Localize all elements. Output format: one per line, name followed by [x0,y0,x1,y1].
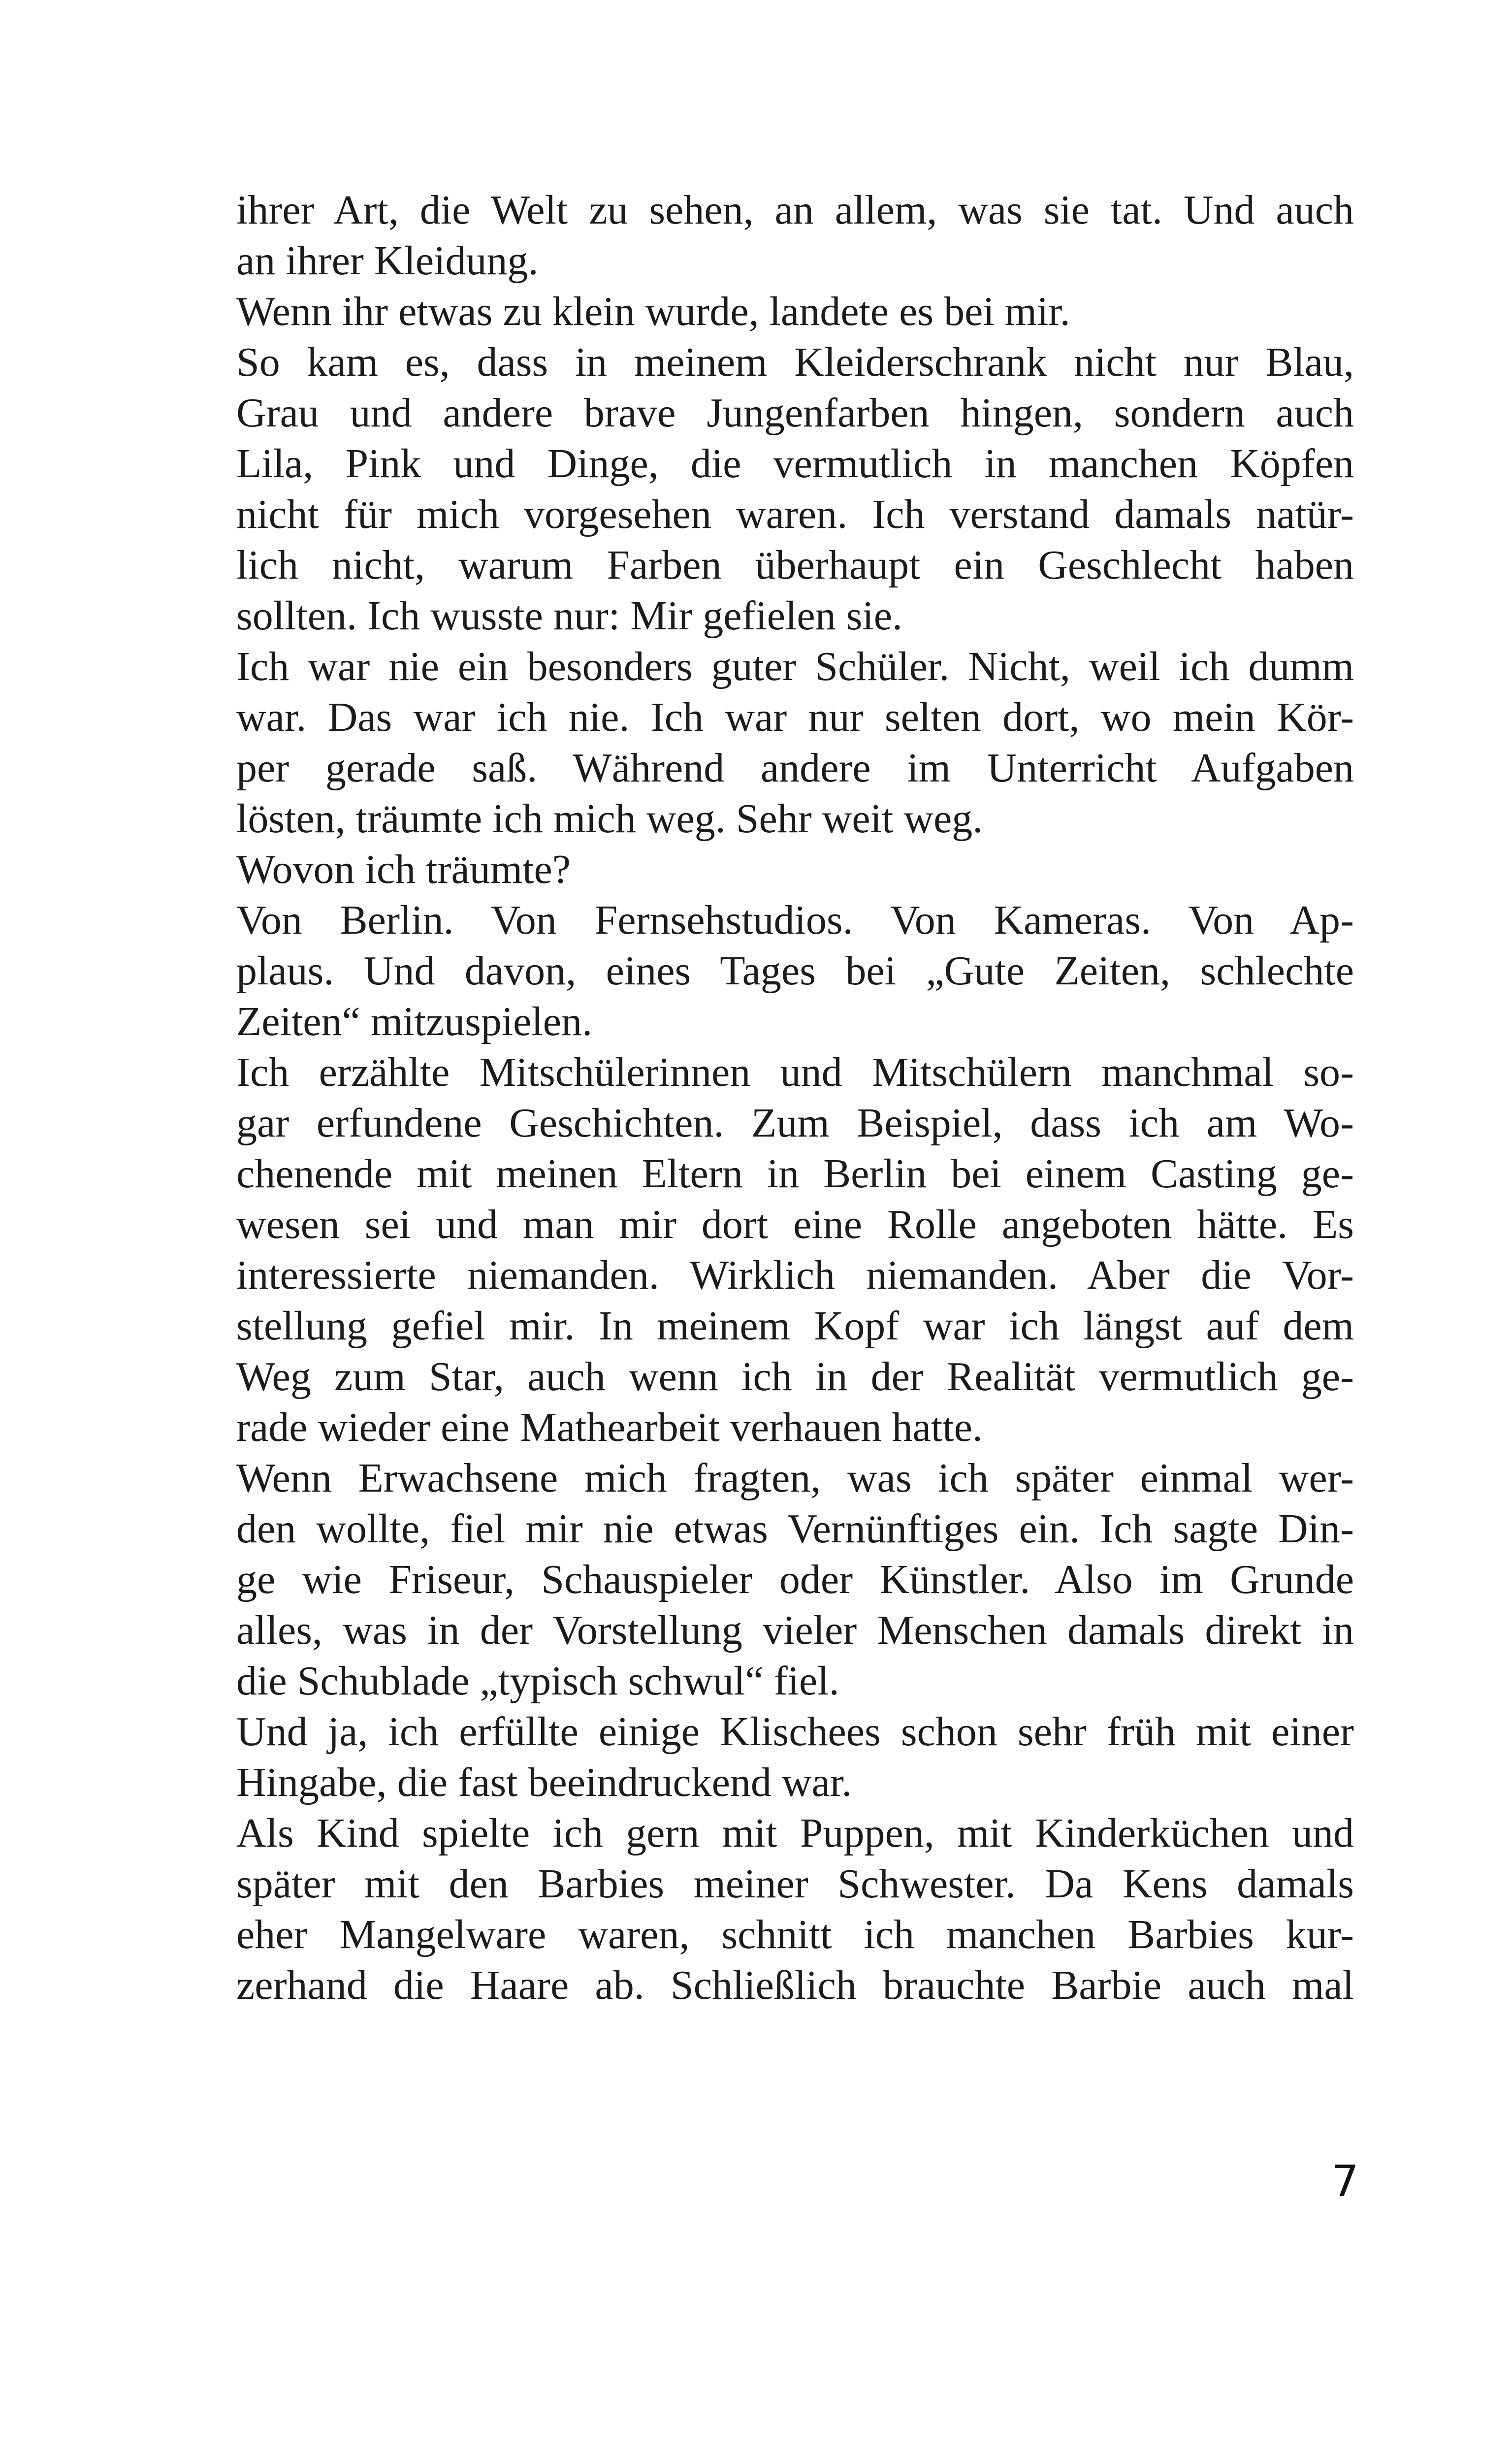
text-line: nicht für mich vorgesehen waren. Ich verstand damals natür- [236,491,1354,537]
text-line: wesen sei und man mir dort eine Rolle angeboten hätte. Es [236,1202,1354,1247]
text-line: Und ja, ich erfüllte einige Klischees schon sehr früh mit einer [236,1709,1354,1755]
text-line: lösten, träumte ich mich weg. Sehr weit weg. [236,796,983,842]
text-line: zerhand die Haare ab. Schließlich brauchte Barbie auch mal [236,1962,1354,2008]
text-line: eher Mangelware waren, schnitt ich manchen Barbies kur- [236,1912,1354,1957]
text-line: den wollte, fiel mir nie etwas Vernünftiges ein. Ich sagte Din- [236,1506,1354,1552]
text-line: gar erfundene Geschichten. Zum Beispiel, dass ich am Wo- [236,1100,1354,1146]
text-line: Lila, Pink und Dinge, die vermutlich in manchen Köpfen [236,441,1354,487]
text-line: per gerade saß. Während andere im Unterricht Aufgaben [236,745,1354,791]
text-line: sollten. Ich wusste nur: Mir gefielen sie. [236,593,903,639]
text-line: alles, was in der Vorstellung vieler Menschen damals direkt in [236,1607,1354,1653]
text-line: die Schublade „typisch schwul“ fiel. [236,1658,839,1704]
text-line: war. Das war ich nie. Ich war nur selten dort, wo mein Kör- [236,694,1354,740]
text-line: Wenn Erwachsene mich fragten, was ich später einmal wer- [236,1455,1354,1501]
text-line: Grau und andere brave Jungenfarben hingen, sondern auch [236,390,1354,436]
text-line: ge wie Friseur, Schauspieler oder Künstler. Also im Grunde [236,1557,1354,1602]
text-line: So kam es, dass in meinem Kleiderschrank nicht nur Blau, [236,339,1354,385]
text-line: Ich war nie ein besonders guter Schüler. Nicht, weil ich dumm [236,644,1354,689]
text-line: stellung gefiel mir. In meinem Kopf war ich längst auf dem [236,1303,1354,1349]
text-line: Von Berlin. Von Fernsehstudios. Von Kameras. Von Ap- [236,897,1354,943]
text-line: Weg zum Star, auch wenn ich in der Realität vermutlich ge- [236,1354,1354,1400]
text-line: lich nicht, warum Farben überhaupt ein Geschlecht haben [236,542,1354,588]
text-line: an ihrer Kleidung. [236,238,539,284]
text-line: Zeiten“ mitzuspielen. [236,999,593,1044]
text-line: Wovon ich träumte? [236,847,571,892]
text-line: Als Kind spielte ich gern mit Puppen, mit Kinderküchen und [236,1810,1354,1856]
text-line: Ich erzählte Mitschülerinnen und Mitschülern manchmal so- [236,1049,1354,1095]
text-line: interessierte niemanden. Wirklich niemanden. Aber die Vor- [236,1252,1354,1298]
text-line: Hingabe, die fast beeindruckend war. [236,1759,852,1805]
text-line: chenende mit meinen Eltern in Berlin bei einem Casting ge- [236,1151,1354,1197]
text-line: ihrer Art, die Welt zu sehen, an allem, was sie tat. Und auch [236,187,1354,233]
text-line: rade wieder eine Mathearbeit verhauen hatte. [236,1404,983,1450]
text-line: später mit den Barbies meiner Schwester. Da Kens damals [236,1861,1354,1907]
text-line: Wenn ihr etwas zu klein wurde, landete es bei mir. [236,289,1070,334]
page-number: 7 [1331,2156,1359,2207]
text-line: plaus. Und davon, eines Tages bei „Gute Zeiten, schlechte [236,948,1354,994]
